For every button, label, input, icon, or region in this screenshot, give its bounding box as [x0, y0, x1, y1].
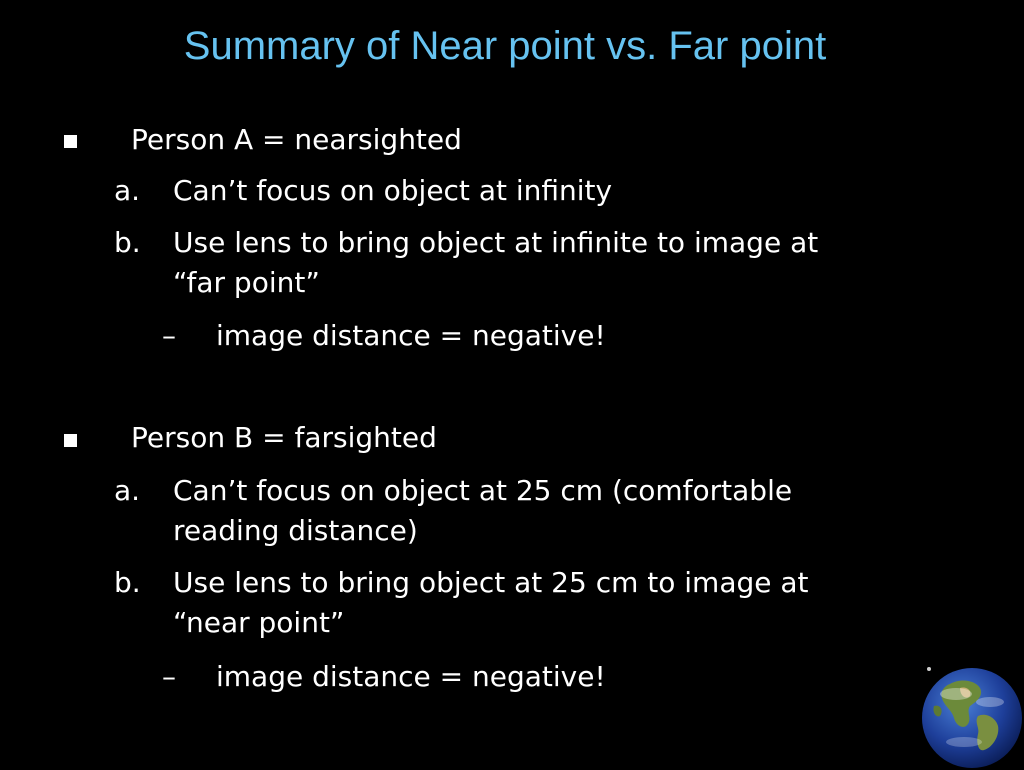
section-a-dash-marker: – — [162, 319, 176, 352]
section-b-heading: Person B = farsighted — [131, 421, 437, 454]
section-a-item-b-line2: “far point” — [173, 266, 320, 299]
earth-globe-icon — [920, 666, 1024, 770]
section-b-item-a-marker: a. — [114, 474, 141, 507]
section-b-item-a-line1: Can’t focus on object at 25 cm (comfortable — [173, 474, 793, 507]
section-b-dash-text: image distance = negative! — [216, 660, 606, 693]
section-a-item-b-marker: b. — [114, 226, 141, 259]
section-b-item-b-line1: Use lens to bring object at 25 cm to image at — [173, 566, 809, 599]
section-a-item-b-line1: Use lens to bring object at infinite to image at — [173, 226, 819, 259]
bullet-square-icon — [64, 135, 77, 148]
section-a-heading: Person A = nearsighted — [131, 123, 462, 156]
bullet-square-icon — [64, 434, 77, 447]
section-b-item-a-line2: reading distance) — [173, 514, 418, 547]
section-a-item-a-marker: a. — [114, 174, 141, 207]
section-a-item-a-text: Can’t focus on object at infinity — [173, 174, 613, 207]
section-b-dash-marker: – — [162, 660, 176, 693]
section-a-dash-text: image distance = negative! — [216, 319, 606, 352]
section-b-item-b-line2: “near point” — [173, 606, 345, 639]
section-b-item-b-marker: b. — [114, 566, 141, 599]
slide-title: Summary of Near point vs. Far point — [183, 24, 827, 68]
